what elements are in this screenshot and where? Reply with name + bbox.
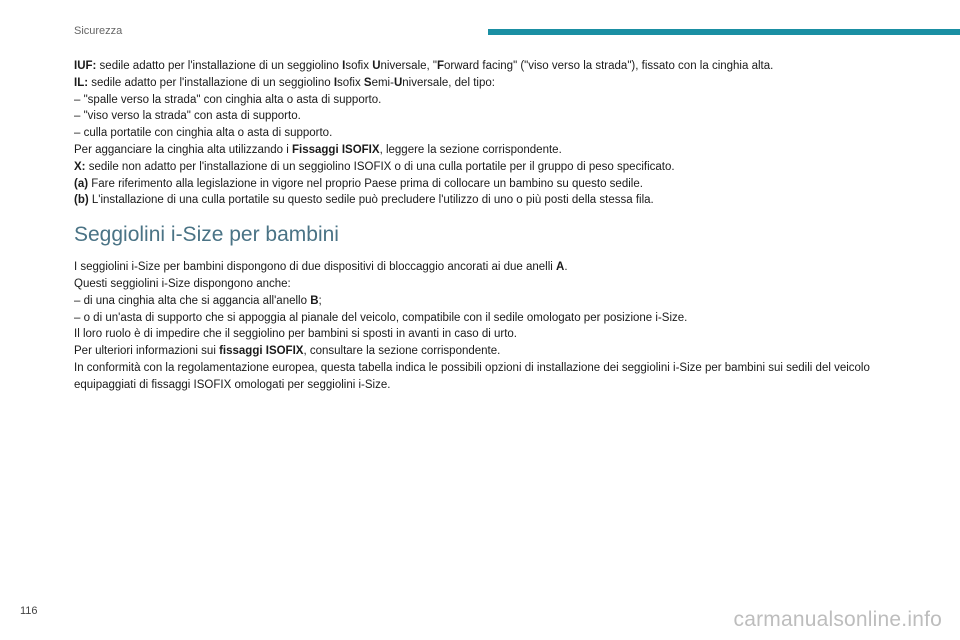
iuf-text-4: orward facing" ("viso verso la strada"), fissato con la cinghia alta. — [444, 60, 774, 72]
iuf-text-1: sedile adatto per l'installazione di un seggiolino — [96, 60, 343, 72]
il-text-2: sofix — [337, 76, 364, 89]
isize-p4-text-1: Per ulteriori informazioni sui — [74, 345, 220, 358]
iuf-bold-3: F — [437, 60, 445, 72]
hook-text-2: , leggere la sezione corrispondente. — [379, 143, 562, 156]
iuf-label: IUF: — [74, 60, 97, 72]
iuf-bold-2: U — [372, 60, 381, 72]
il-text-3: emi- — [371, 76, 394, 89]
il-bold-1: I — [333, 76, 338, 89]
list-item: – "viso verso la strada" con asta di supporto. — [74, 110, 301, 123]
isize-paragraph-1 — [74, 259, 904, 276]
il-bold-3: U — [393, 76, 403, 89]
isize-paragraph-4 — [74, 343, 904, 360]
isize-p1-text-1: I seggiolini i-Size per bambini dispongono di due dispositivi di bloccaggio ancorati ai due anelli — [74, 261, 557, 274]
x-text: sedile non adatto per l'installazione di un seggiolino ISOFIX o di una culla portatile per il gruppo di peso specificato. — [85, 160, 675, 173]
list-item — [74, 293, 904, 310]
x-definition — [74, 159, 904, 176]
section-heading: Seggiolini i-Size per bambini — [74, 223, 339, 247]
iuf-text-2: sofix — [345, 60, 373, 72]
il-bold-2: S — [363, 76, 372, 89]
il-definition — [74, 75, 904, 92]
note-b — [74, 192, 904, 209]
page-number: 116 — [20, 605, 38, 617]
page-content — [74, 58, 904, 394]
isize-li1-bold: B — [310, 294, 319, 307]
il-text-1: sedile adatto per l'installazione di un seggiolino — [88, 76, 334, 89]
isize-paragraph-3: Il loro ruolo è di impedire che il seggiolino per bambini si sposti in avanti in caso di urto. — [74, 328, 517, 341]
list-item: – "spalle verso la strada" con cinghia alta o asta di supporto. — [74, 93, 382, 106]
watermark-link[interactable]: carmanualsonline.info — [733, 608, 942, 631]
hook-bold: Fissaggi ISOFIX — [292, 143, 380, 156]
isize-paragraph-5: In conformità con la regolamentazione europea, questa tabella indica le possibili opzioni di installazione dei seggiolini i-Size per bambini sui sedili del veicolo equipaggiati di fissaggi ISOFIX omologati per seggiolini i-Size. — [74, 361, 870, 391]
x-label: X: — [74, 160, 86, 173]
iuf-text-3: niversale, " — [380, 60, 437, 72]
isize-p1-text-2: . — [564, 261, 568, 274]
hook-instruction — [74, 142, 904, 159]
il-text-4: niversale, del tipo: — [402, 76, 495, 89]
note-b-text: L'installazione di una culla portatile su questo sedile può precludere l'utilizzo di uno o più posti della stessa fila. — [88, 194, 654, 207]
isize-li1-text-1: – di una cinghia alta che si aggancia all'anello — [74, 294, 311, 307]
note-b-label: (b) — [74, 194, 89, 207]
note-a — [74, 176, 904, 193]
list-item: – culla portatile con cinghia alta o asta di supporto. — [74, 127, 333, 140]
header-accent-bar — [488, 29, 960, 35]
list-item: – o di un'asta di supporto che si appoggia al pianale del veicolo, compatibile con il sedile omologato per posizione i-Size. — [74, 311, 688, 324]
isize-p1-bold: A — [556, 261, 565, 274]
isize-li1-text-2: ; — [318, 294, 322, 307]
isize-paragraph-2: Questi seggiolini i-Size dispongono anche: — [74, 277, 291, 290]
note-a-text: Fare riferimento alla legislazione in vigore nel proprio Paese prima di collocare un bambino su questo sedile. — [88, 177, 643, 190]
isize-p4-text-2: , consultare la sezione corrispondente. — [303, 345, 501, 358]
note-a-label: (a) — [74, 177, 89, 190]
isize-p4-bold: fissaggi ISOFIX — [219, 345, 304, 358]
iuf-definition — [74, 58, 904, 75]
il-label: IL: — [74, 76, 89, 89]
section-label: Sicurezza — [74, 25, 123, 37]
iuf-bold-1: I — [342, 60, 346, 72]
hook-text-1: Per agganciare la cinghia alta utilizzando i — [74, 143, 292, 156]
